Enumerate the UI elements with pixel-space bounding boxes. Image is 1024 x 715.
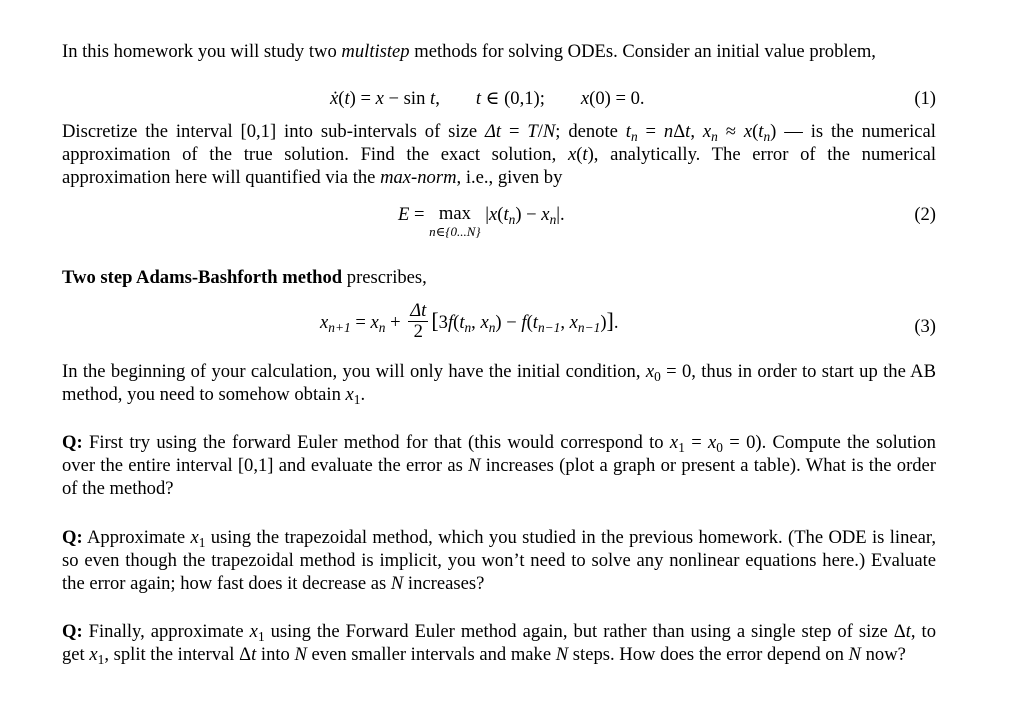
- startup-text-1: In the beginning of your calculation, you will only have the initial condition,: [62, 361, 646, 382]
- question-1-text-1: First try using the forward Euler method for that (this would correspond to: [82, 432, 670, 453]
- intro-paragraph: [62, 40, 936, 63]
- question-2-text-1: Approximate: [82, 527, 191, 548]
- ab-title: Two step Adams-Bashforth method: [62, 267, 343, 288]
- question-1-label: Q:: [62, 432, 83, 453]
- startup-text-2: , thus in order to start up the AB method, you need to somehow obtain: [62, 361, 936, 405]
- intro-emph: multistep: [341, 41, 410, 62]
- ab-paragraph: [62, 266, 936, 289]
- question-1-text-2: ). Compute the solution over the entire interval [0,1] and evaluate the error as: [62, 432, 936, 476]
- question-2-label: Q:: [62, 527, 83, 548]
- equation-3-body: $x_{n+1} = x_n$ + $\frac{\Delta t}{2}$ [$3f(t_n$, $x_n) - f(t_{n-1}$, $x_{n-1}$)].: [320, 300, 619, 342]
- equation-1-body: ẋ(t) = x − sin t, t ∈ (0,1); x(0) = 0.: [330, 88, 645, 109]
- discretize-text-5: , i.e., given by: [456, 167, 563, 188]
- question-1: Q: First try using the forward Euler method for that (this would correspond to $x_1 = x_0 = 0$). Compute the solution over the entire interval [0,1] and evaluate the error as N increases (plot a graph or present a table). What is the order of the method?: [62, 432, 937, 499]
- equation-2-number: (2): [914, 204, 936, 225]
- question-3-text-1: Finally, approximate: [82, 621, 250, 642]
- equation-2-body: E = max n∈{0...N} $|x(t_n) - x_n|$.: [398, 203, 565, 239]
- question-3-text-5: into: [256, 644, 295, 665]
- question-3-text-3: , to get: [62, 621, 937, 665]
- equation-3-number: (3): [914, 316, 936, 337]
- question-1-text-3: increases (plot a graph or present a table). What is the order of the method?: [62, 455, 937, 499]
- question-3-label: Q:: [62, 621, 83, 642]
- equation-1-number: (1): [914, 88, 936, 109]
- question-3-text-7: steps. How does the error depend on: [568, 644, 849, 665]
- intro-text-a: In this homework you will study two: [62, 41, 342, 62]
- discretize-emph: max-norm: [380, 167, 457, 188]
- question-3-text-8: now?: [860, 644, 906, 665]
- equation-2: [0, 203, 1024, 249]
- question-3-text-2: using the Forward Euler method again, but rather than using a single step of size: [264, 621, 894, 642]
- equation-1: [0, 87, 1024, 117]
- startup-paragraph: In the beginning of your calculation, you will only have the initial condition, $x_0 = 0$, thus in order to start up the AB method, you need to somehow obtain $x_1$.: [62, 361, 936, 408]
- discretize-text-2: ; denote: [555, 121, 626, 142]
- question-2: Q: Approximate $x_1$ using the trapezoidal method, which you studied in the previous homework. (The ODE is linear, so even though the trapezoidal method is implicit, you won’t need to solve any nonlinear equations here.) Evaluate the error again; how fast does it decrease as N increases?: [62, 527, 936, 594]
- discretize-paragraph: Discretize the interval [0,1] into sub-intervals of size Δt = T/N; denote $t_n = n\Delta t$, $x_n \approx x(t_n)$ — is the numerical approximation of the true solution. Find the exact solution, x(t), analytically. The error of the numerical approximation here will quantified via the max-norm, i.e., given by: [62, 121, 936, 188]
- intro-text-b: methods for solving ODEs. Consider an initial value problem,: [409, 41, 876, 62]
- discretize-text-3: — is the numerical approximation of the true solution. Find the exact solution,: [62, 121, 936, 165]
- ab-rest: prescribes,: [342, 267, 427, 288]
- question-2-text-2: using the trapezoidal method, which you studied in the previous homework. (The ODE is linear, so even though the trapezoidal method is implicit, you won’t need to solve any nonlinear equations here.) Evaluate the error again; how fast does it decrease as: [62, 527, 936, 594]
- fraction-dt-over-2: $\frac{\Delta t}{2}$: [410, 300, 427, 342]
- question-2-text-3: increases?: [403, 573, 485, 594]
- question-3-text-4: , split the interval: [104, 644, 240, 665]
- equation-3: [0, 300, 1024, 353]
- question-3: Q: Finally, approximate $x_1$ using the Forward Euler method again, but rather than using a single step of size Δt, to get $x_1$, split the interval Δt into N even smaller intervals and make N steps. How does the error depend on N now?: [62, 621, 937, 668]
- discretize-text-1: Discretize the interval [0,1] into sub-intervals of size: [62, 121, 485, 142]
- discretize-text-4: , analytically. The error of the numerical approximation here will quantified via the: [62, 144, 936, 188]
- question-3-text-6: even smaller intervals and make: [306, 644, 556, 665]
- max-operator: max n∈{0...N}: [429, 203, 481, 239]
